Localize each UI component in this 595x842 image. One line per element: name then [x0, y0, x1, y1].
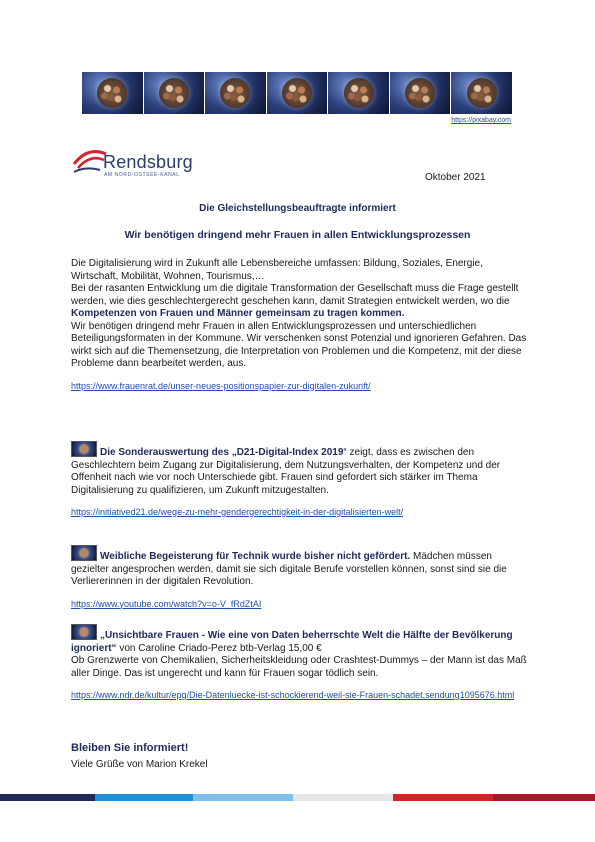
globe-photo-tile — [205, 72, 266, 114]
footer-segment — [193, 794, 293, 801]
closing-greeting: Viele Grüße von Marion Krekel — [71, 758, 208, 770]
globe-thumbnail-icon — [71, 545, 97, 561]
header-image-strip — [82, 72, 512, 114]
globe-photo-tile — [451, 72, 512, 114]
intro-line-2: Wirtschaft, Mobilität, Wohnen, Tourismus,… — [71, 270, 265, 282]
image-source-link[interactable]: https://pixabay.com — [451, 117, 511, 124]
section-technik: Weibliche Begeisterung für Technik wurde bisher nicht gefördert. Mädchen müssen gezielter angesprochen werden, damit sie sich digitale Berufe vorstellen können, sonst sind sie die Verliererinnen in der digitalen Revolution. https://www.youtube.com/watch?v=o-V_fRdZtAI — [71, 545, 531, 611]
youtube-link[interactable]: https://www.youtube.com/watch?v=o-V_fRdZtAI — [71, 598, 262, 609]
footer-color-bar — [0, 794, 595, 801]
ndr-link[interactable]: https://www.ndr.de/kultur/epg/Die-Datenluecke-ist-schockierend-weil-sie-Frauen-schadet,sendung1095676.html — [71, 690, 515, 700]
globe-thumbnail-icon — [71, 441, 97, 457]
globe-photo-tile — [267, 72, 328, 114]
globe-thumbnail-icon — [71, 624, 97, 640]
footer-segment — [493, 794, 595, 801]
page-title: Die Gleichstellungsbeauftragte informiert — [199, 203, 396, 214]
globe-photo-tile — [390, 72, 451, 114]
frauenrat-link[interactable]: https://www.frauenrat.de/unser-neues-positionspapier-zur-digitalen-zukunft/ — [71, 380, 371, 391]
closing-section — [71, 742, 531, 771]
footer-segment — [393, 794, 493, 801]
document-date: Oktober 2021 — [425, 172, 486, 183]
section-d21: Die Sonderauswertung des „D21-Digital-Index 2019“ zeigt, dass es zwischen den Geschlechtern beim Zugang zur Digitalisierung, dem Nutzungsverhalten, der Kompetenz und der Offenheit nach wie vor noch Unterschiede gibt. Frauen sind gefordert sich stärker im Thema Digitalisierung zu qualifizieren, um Zukunft mitzugestalten. https://initiatived21.de/wege-zu-mehr-gendergerechtigkeit-in-der-digitalisierten-welt/ — [71, 441, 531, 520]
section-unsichtbare-frauen: „Unsichtbare Frauen - Wie eine von Daten beherrschte Welt die Hälfte der Bevölkerung ignoriert“ von Caroline Criado-Perez btb-Verlag 15,00 € Ob Grenzwerte von Chemikalien, Sicherheitskleidung oder Crashtest-Dummys – der Mann ist das Maß aller Dinge. Das ist ungerecht und kann für Frauen sogar tödlich sein. https://www.ndr.de/kultur/epg/Die-Datenluecke-ist-schockierend-weil-sie-Frauen-schadet,sendung1095676.html — [71, 624, 531, 703]
intro-section — [71, 258, 531, 393]
logo-tagline: AM NORD-OSTSEE-KANAL — [104, 172, 180, 178]
logo-name: Rendsburg — [103, 152, 193, 172]
intro-line-1: Die Digitalisierung wird in Zukunft alle Lebensbereiche umfassen: Bildung, Soziales, Energie, — [71, 258, 483, 269]
globe-photo-tile — [328, 72, 389, 114]
intro-paragraph-3: Wir benötigen dringend mehr Frauen in allen Entwicklungsprozessen und unterschiedlichen Beteiligungsformaten in der Kommune. Wir verschenken sonst Potenzial und ignorieren Gefahren. Das wirkt sich auf die Themensetzung, die Interpretation von Problemen und die Kompetenz, mit der diese Probleme dann bearbeitet werden, aus. — [71, 320, 527, 369]
footer-segment — [0, 794, 95, 801]
footer-segment — [95, 794, 193, 801]
closing-title: Bleiben Sie informiert! — [71, 742, 189, 754]
page-subtitle: Wir benötigen dringend mehr Frauen in allen Entwicklungsprozessen — [124, 229, 471, 241]
initiatived21-link[interactable]: https://initiatived21.de/wege-zu-mehr-gendergerechtigkeit-in-der-digitalisierten-welt/ — [71, 507, 404, 517]
globe-photo-tile — [82, 72, 143, 114]
footer-segment — [293, 794, 393, 801]
intro-paragraph-2: Bei der rasanten Entwicklung um die digitale Transformation der Gesellschaft muss die Frage gestellt werden, wie dies geschlechtergerecht geschehen kann, damit Strategien entwickelt werden, wo die Kompetenzen von Frauen und Männer gemeinsam zu tragen kommen. — [71, 283, 519, 319]
globe-photo-tile — [144, 72, 205, 114]
